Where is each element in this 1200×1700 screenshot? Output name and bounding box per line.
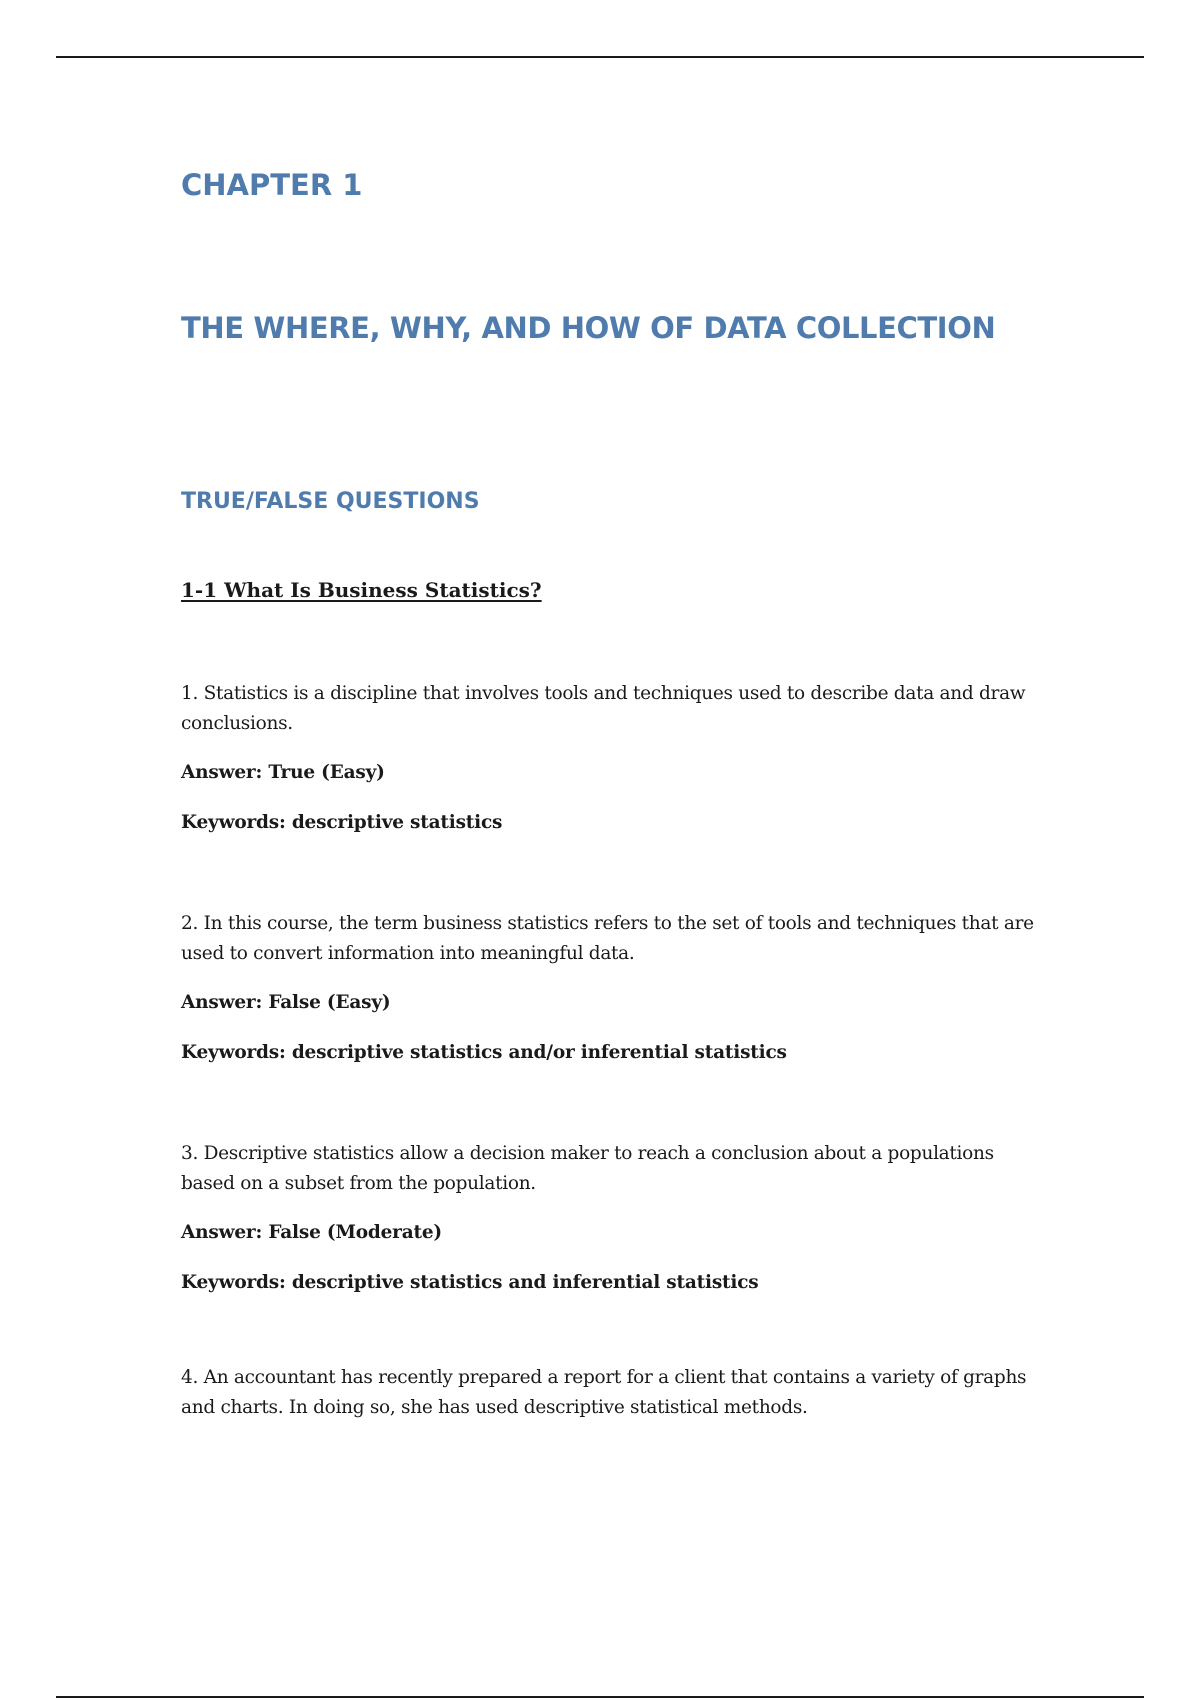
subsection-heading: 1-1 What Is Business Statistics? [181, 578, 542, 602]
question-text: 3. Descriptive statistics allow a decision maker to reach a conclusion about a populations based on a subset from the population. [181, 1143, 994, 1194]
answer-1: Answer: True (Easy) [181, 762, 385, 783]
question-3 [181, 1139, 1041, 1199]
question-text: 2. In this course, the term business statistics refers to the set of tools and techniques that are used to convert information into meaningful data. [181, 913, 1034, 964]
bottom-rule [56, 1696, 1144, 1698]
question-1 [181, 679, 1041, 739]
question-4 [181, 1363, 1041, 1423]
question-text: 4. An accountant has recently prepared a report for a client that contains a variety of graphs and charts. In doing so, she has used descriptive statistical methods. [181, 1367, 1027, 1418]
answer-3: Answer: False (Moderate) [181, 1222, 442, 1243]
answer-2: Answer: False (Easy) [181, 992, 391, 1013]
chapter-heading: CHAPTER 1 [181, 168, 363, 202]
question-text: 1. Statistics is a discipline that involves tools and techniques used to describe data and draw conclusions. [181, 683, 1026, 734]
question-2 [181, 909, 1041, 969]
chapter-title: THE WHERE, WHY, AND HOW OF DATA COLLECTION [181, 311, 996, 345]
keywords-1: Keywords: descriptive statistics [181, 812, 503, 833]
section-heading: TRUE/FALSE QUESTIONS [181, 489, 480, 514]
keywords-3: Keywords: descriptive statistics and inferential statistics [181, 1272, 759, 1293]
keywords-2: Keywords: descriptive statistics and/or inferential statistics [181, 1042, 787, 1063]
top-rule [56, 56, 1144, 58]
